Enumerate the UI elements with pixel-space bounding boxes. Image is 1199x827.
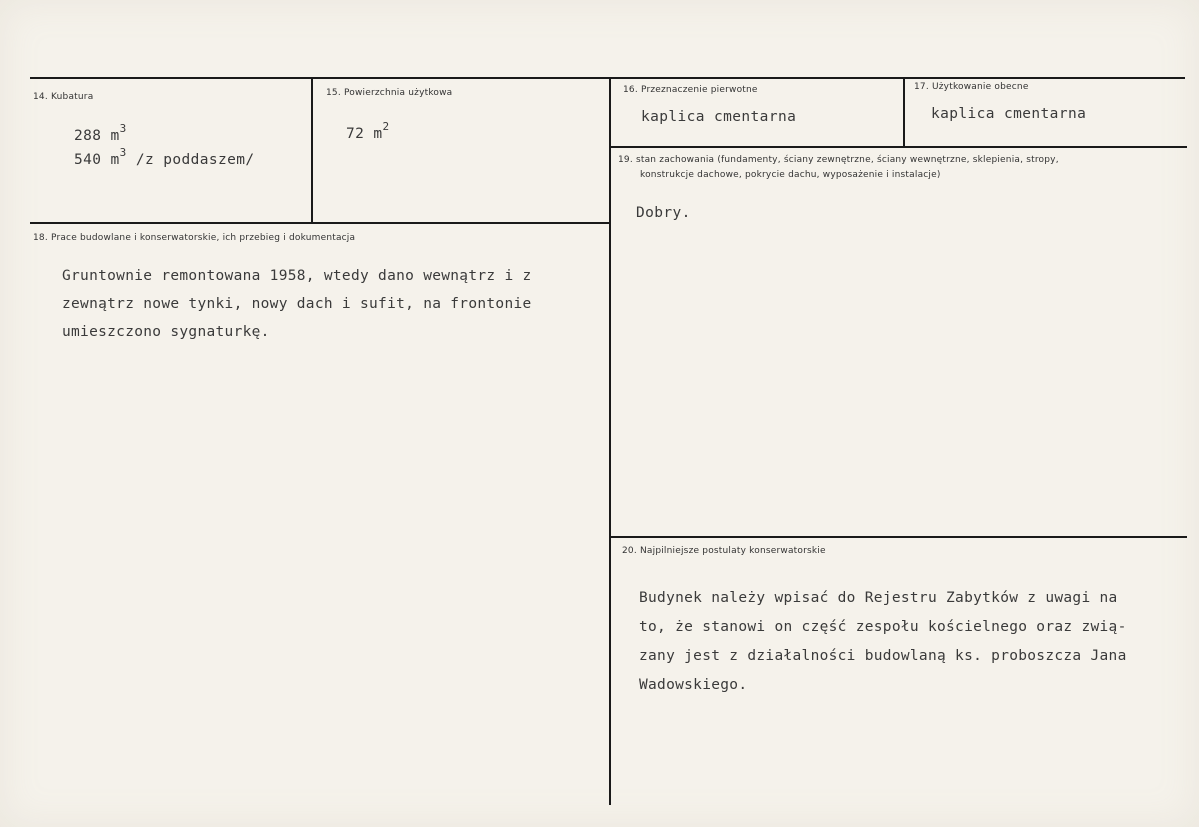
line-below-14-15 [30, 222, 610, 224]
field-20-line: Budynek należy wpisać do Rejestru Zabytków z uwagi na [639, 590, 1118, 606]
field-17-value: kaplica cmentarna [931, 106, 1087, 122]
field-20-line: zany jest z działalności budowlaną ks. proboszcza Jana [639, 648, 1127, 664]
field-18-line: zewnątrz nowe tynki, nowy dach i sufit, na frontonie [62, 296, 532, 312]
field-18-label: 18. Prace budowlane i konserwatorskie, ich przebieg i dokumentacja [33, 233, 356, 243]
field-14-value-2 [74, 148, 255, 168]
field-20-line: to, że stanowi on część zespołu kościelnego oraz zwią- [639, 619, 1127, 635]
field-19-value: Dobry. [636, 205, 691, 221]
field-15-value-text: 72 m [346, 125, 383, 142]
divider-left-right [609, 79, 611, 805]
field-14-value-2-sup: 3 [119, 146, 127, 159]
field-17-label: 17. Użytkowanie obecne [914, 82, 1029, 92]
field-19-label-2: konstrukcje dachowe, pokrycie dachu, wyposażenie i instalacje) [640, 170, 941, 180]
line-above-20 [611, 536, 1187, 538]
field-16-value: kaplica cmentarna [641, 109, 797, 125]
line-below-16-17 [611, 146, 1187, 148]
field-18-line: umieszczono sygnaturkę. [62, 324, 270, 340]
divider-14-15 [311, 79, 313, 223]
top-border-line [30, 77, 1185, 79]
field-20-text [639, 584, 1127, 700]
field-14-value-2-suffix: /z poddaszem/ [126, 151, 255, 168]
field-15-label: 15. Powierzchnia użytkowa [326, 88, 453, 98]
field-14-value-1-text: 288 m [74, 127, 120, 144]
field-14-value-1-sup: 3 [119, 122, 127, 135]
field-15-value-sup: 2 [382, 120, 390, 133]
field-14-label: 14. Kubatura [33, 92, 94, 102]
field-16-label: 16. Przeznaczenie pierwotne [623, 85, 758, 95]
field-14-value-2-text: 540 m [74, 151, 120, 168]
divider-16-17 [903, 79, 905, 146]
field-18-text [62, 262, 532, 346]
field-15-value [346, 122, 390, 142]
field-20-line: Wadowskiego. [639, 677, 748, 693]
field-18-line: Gruntownie remontowana 1958, wtedy dano wewnątrz i z [62, 268, 532, 284]
field-14-value-1 [74, 124, 127, 144]
field-19-label-1: 19. stan zachowania (fundamenty, ściany zewnętrzne, ściany wewnętrzne, sklepienia, stropy, [618, 155, 1059, 165]
field-20-label: 20. Najpilniejsze postulaty konserwatorskie [622, 546, 826, 556]
